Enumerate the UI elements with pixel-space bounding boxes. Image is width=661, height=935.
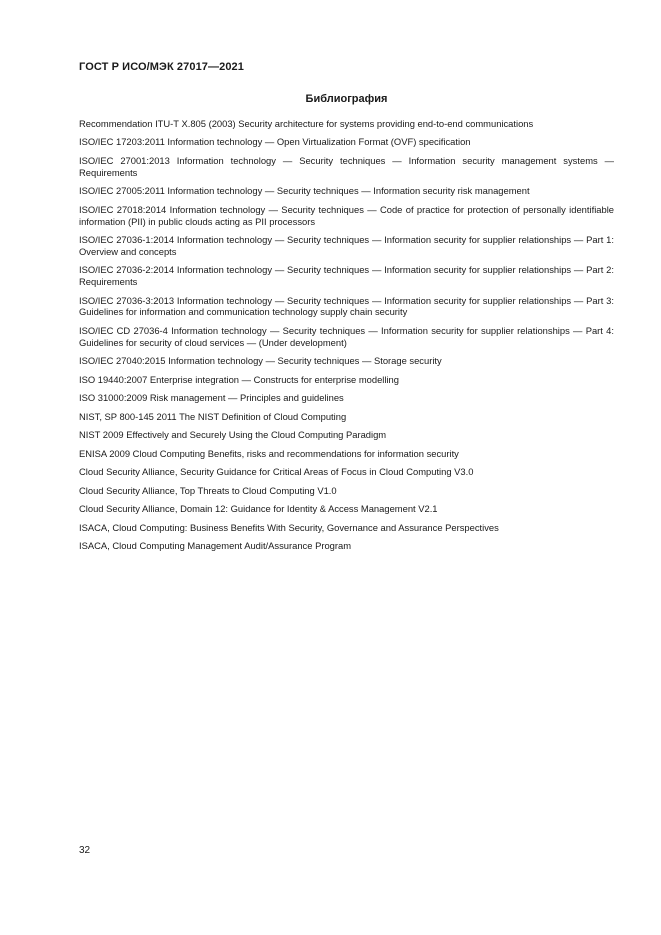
page-number: 32 <box>79 845 91 856</box>
bibliography-item: ISACA, Cloud Computing: Business Benefits With Security, Governance and Assurance Perspectives <box>79 521 499 533</box>
bibliography-item: ISO/IEC 27040:2015 Information technology — Security techniques — Storage security <box>79 355 442 367</box>
bibliography-item: ISACA, Cloud Computing Management Audit/Assurance Program <box>79 539 352 551</box>
bibliography-item: NIST 2009 Effectively and Securely Using the Cloud Computing Paradigm <box>79 429 387 441</box>
bibliography-item: ISO/IEC 27005:2011 Information technology — Security techniques — Information security risk management <box>79 185 530 197</box>
bibliography-item: Cloud Security Alliance, Top Threats to Cloud Computing V1.0 <box>79 484 337 496</box>
bibliography-item: ISO/IEC 27001:2013 Information technology — Security techniques — Information security management systems — Requirements <box>79 154 614 178</box>
bibliography-item: ISO/IEC 27036-3:2013 Information technology — Security techniques — Information security for supplier relationships — Part 3: Guidelines for information and communication technology supply chain security <box>79 294 614 318</box>
document-header-code: ГОСТ Р ИСО/МЭК 27017—2021 <box>79 61 244 73</box>
bibliography-item: ISO/IEC 17203:2011 Information technology — Open Virtualization Format (OVF) specification <box>79 136 471 148</box>
bibliography-item: ENISA 2009 Cloud Computing Benefits, risks and recommendations for information security <box>79 447 459 459</box>
bibliography-item: ISO 19440:2007 Enterprise integration — Constructs for enterprise modelling <box>79 373 399 385</box>
bibliography-item: ISO 31000:2009 Risk management — Principles and guidelines <box>79 392 344 404</box>
bibliography-item: Cloud Security Alliance, Domain 12: Guidance for Identity & Access Management V2.1 <box>79 503 438 515</box>
bibliography-item: Cloud Security Alliance, Security Guidance for Critical Areas of Focus in Cloud Computing V3.0 <box>79 466 474 478</box>
bibliography-list <box>79 118 614 558</box>
bibliography-item: NIST, SP 800-145 2011 The NIST Definition of Cloud Computing <box>79 410 347 422</box>
bibliography-item: Recommendation ITU-T X.805 (2003) Security architecture for systems providing end-to-end communications <box>79 118 534 129</box>
bibliography-item: ISO/IEC CD 27036-4 Information technology — Security techniques — Information security for supplier relationships — Part 4: Guidelines for security of cloud services — (Under development) <box>79 324 614 348</box>
bibliography-item: ISO/IEC 27018:2014 Information technology — Security techniques — Code of practice for protection of personally identifiable information (PII) in public clouds acting as PII processors <box>79 203 614 227</box>
bibliography-item: ISO/IEC 27036-1:2014 Information technology — Security techniques — Information security for supplier relationships — Part 1: Overview and concepts <box>79 234 614 257</box>
bibliography-title: Библиография <box>305 93 388 105</box>
bibliography-item: ISO/IEC 27036-2:2014 Information technology — Security techniques — Information security for supplier relationships — Part 2: Requirements <box>79 264 614 288</box>
